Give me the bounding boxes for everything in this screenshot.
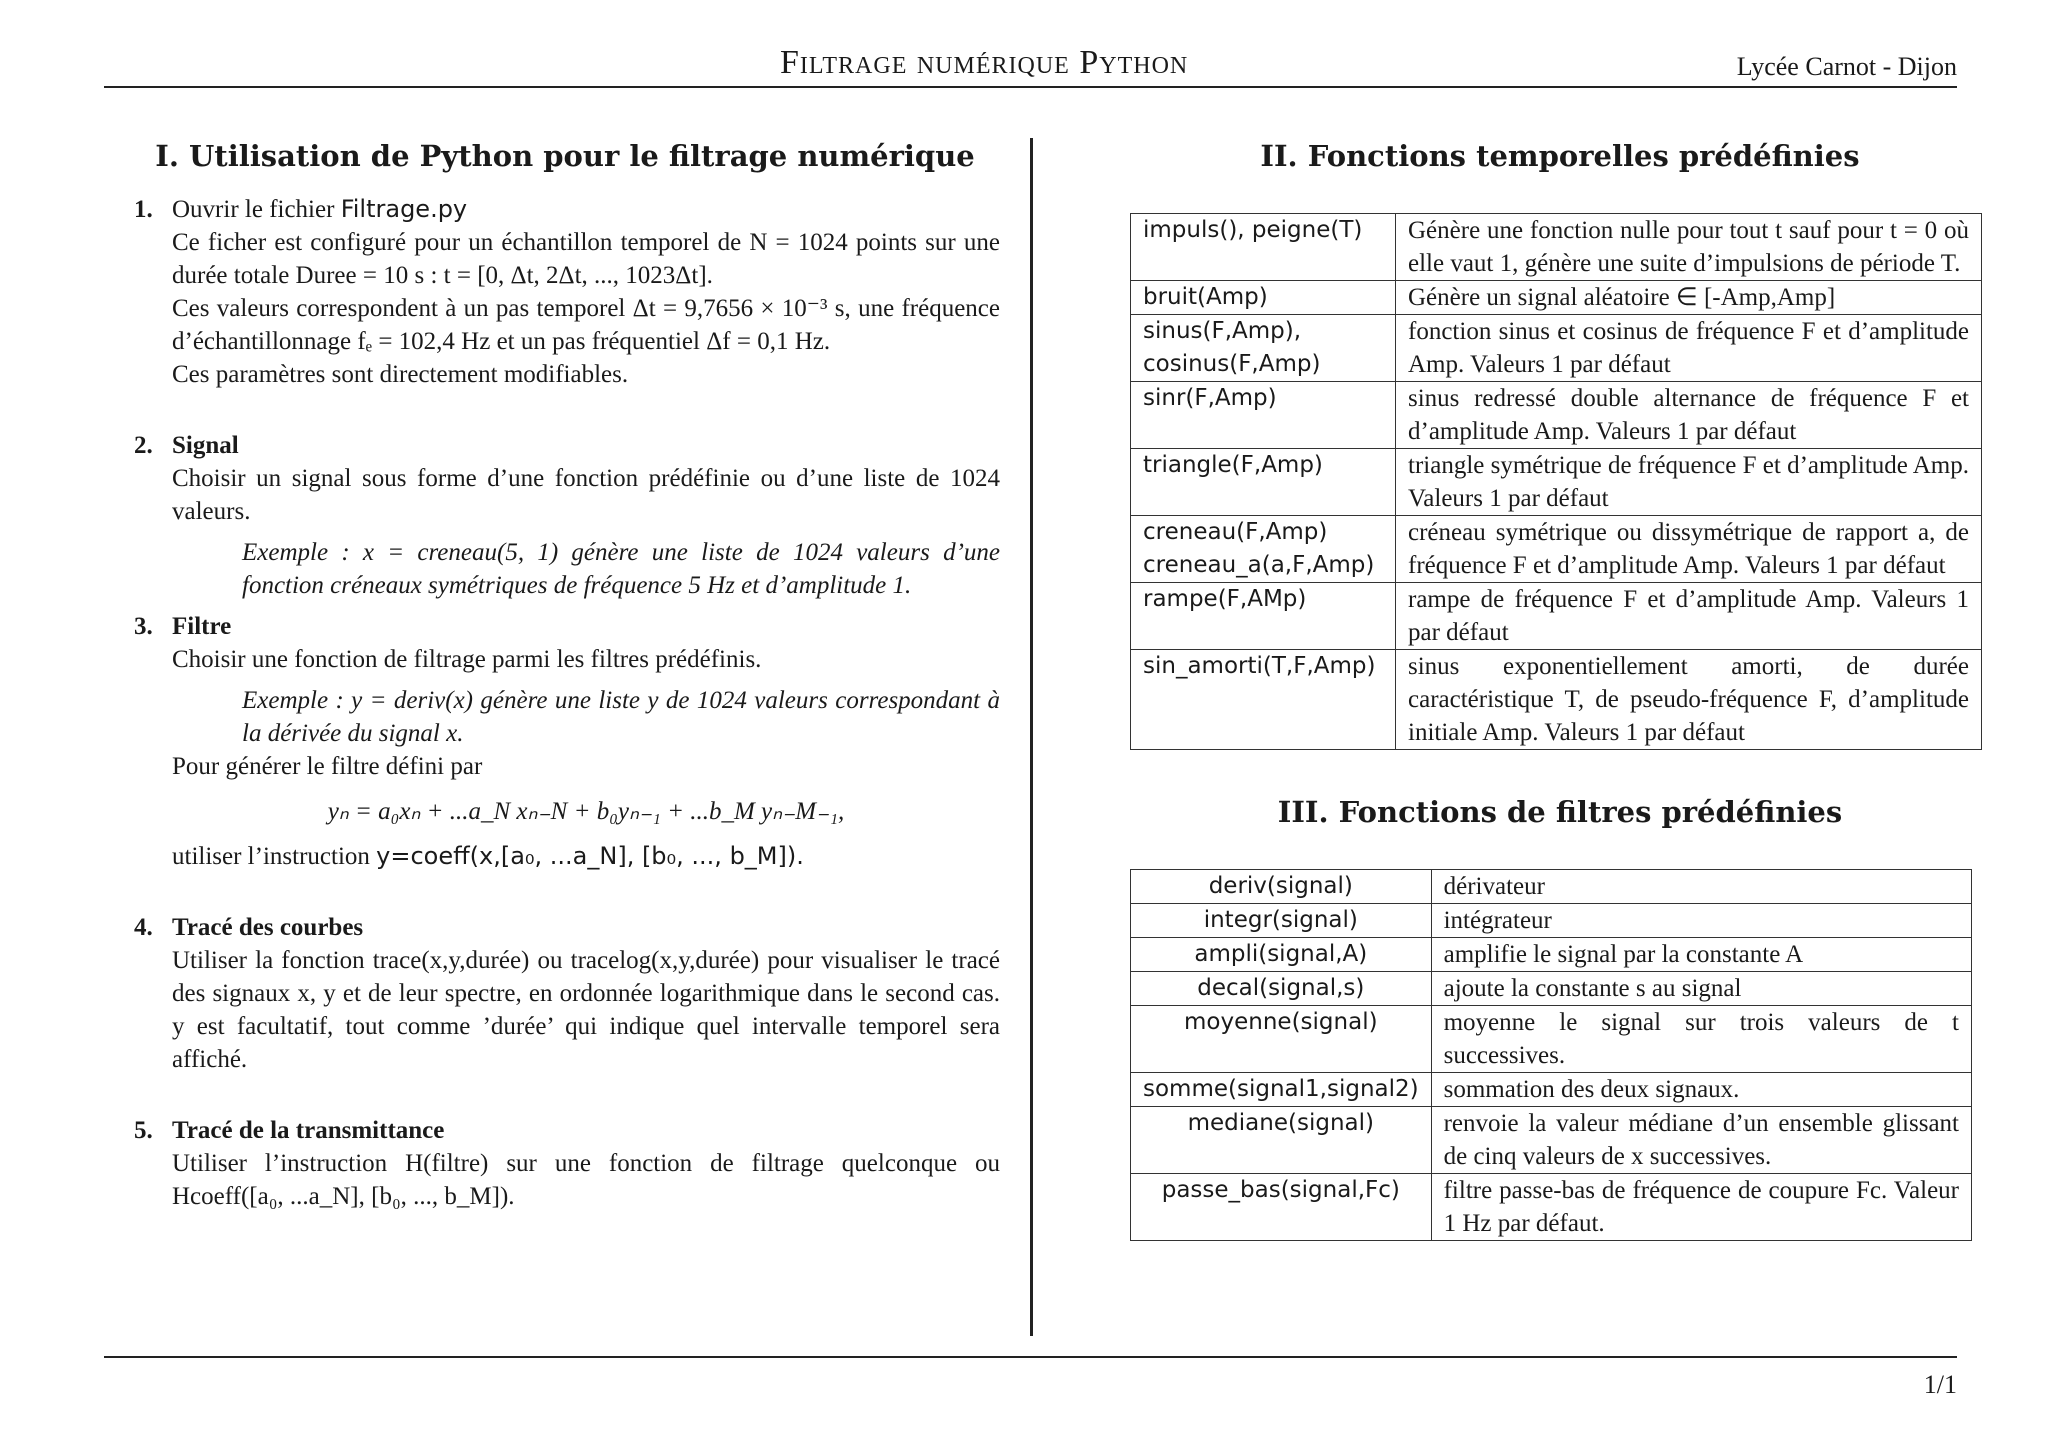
table-row [1131, 315, 1982, 382]
item-4-number: 4. [134, 914, 153, 941]
item-5 [134, 1114, 1000, 1213]
function-description-cell: sinus redressé double alternance de fréquence F et d’amplitude Amp. Valeurs 1 par défaut [1396, 382, 1982, 449]
item-3-p2: Pour générer le filtre défini par [172, 753, 483, 780]
table-row [1131, 1174, 1972, 1241]
function-description-cell: moyenne le signal sur trois valeurs de t successives. [1431, 1006, 1971, 1073]
item-2 [134, 429, 1000, 602]
function-name-cell: bruit(Amp) [1131, 281, 1396, 315]
item-2-number: 2. [134, 432, 153, 459]
table-row [1131, 1073, 1972, 1107]
function-name-cell: sin_amorti(T,F,Amp) [1131, 650, 1396, 750]
function-name-cell: mediane(signal) [1131, 1107, 1432, 1174]
table-row [1131, 281, 1982, 315]
function-name-cell: ampli(signal,A) [1131, 938, 1432, 972]
item-3-equation: yₙ = a₀xₙ + ...a_N xₙ₋N + b₀yₙ₋₁ + ...b_M yₙ₋M₋₁, [327, 798, 845, 825]
function-name-cell: rampe(F,AMp) [1131, 583, 1396, 650]
section-2-title: II. Fonctions temporelles prédéfinies [1260, 139, 1860, 173]
function-name-cell: creneau(F,Amp) creneau_a(a,F,Amp) [1131, 516, 1396, 583]
page-number: 1/1 [1923, 1370, 1957, 1399]
function-description-cell: renvoie la valeur médiane d’un ensemble glissant de cinq valeurs de x successives. [1431, 1107, 1971, 1174]
item-2-example: Exemple : x = creneau(5, 1) génère une liste de 1024 valeurs d’une fonction créneaux symétriques de fréquence 5 Hz et d’amplitude 1. [242, 539, 1000, 599]
function-description-cell: ajoute la constante s au signal [1431, 972, 1971, 1006]
section-3-title: III. Fonctions de filtres prédéfinies [1277, 795, 1843, 829]
item-4 [134, 911, 1000, 1076]
section-1-title: I. Utilisation de Python pour le filtrage numérique [155, 139, 975, 173]
function-name-cell: integr(signal) [1131, 904, 1432, 938]
temporal-functions-table [1130, 213, 1982, 750]
item-3-p1: Choisir une fonction de filtrage parmi les filtres prédéfinis. [172, 646, 762, 673]
right-column [1130, 140, 1990, 1241]
item-3-example: Exemple : y = deriv(x) génère une liste y de 1024 valeurs correspondant à la dérivée du signal x. [242, 687, 1000, 747]
footer-rule [104, 1356, 1957, 1358]
table-row [1131, 870, 1972, 904]
function-description-cell: filtre passe-bas de fréquence de coupure Fc. Valeur 1 Hz par défaut. [1431, 1174, 1971, 1241]
function-description-cell: dérivateur [1431, 870, 1971, 904]
item-1-file: Filtrage.py [340, 195, 468, 223]
function-name-cell: impuls(), peigne(T) [1131, 214, 1396, 281]
function-description-cell: sinus exponentiellement amorti, de durée caractéristique T, de pseudo-fréquence F, d’amplitude initiale Amp. Valeurs 1 par défaut [1396, 650, 1982, 750]
left-column [130, 140, 1000, 1213]
item-5-title: Tracé de la transmittance [172, 1117, 445, 1144]
function-name-cell: deriv(signal) [1131, 870, 1432, 904]
item-1-number: 1. [134, 196, 153, 223]
item-3-p3: utiliser l’instruction [172, 843, 377, 870]
item-3-number: 3. [134, 613, 153, 640]
item-1-p3: Ces paramètres sont directement modifiables. [172, 361, 629, 388]
item-4-p1: Utiliser la fonction trace(x,y,durée) ou tracelog(x,y,durée) pour visualiser le tracé des signaux x, y et de leur spectre, en ordonnée logarithmique dans le second cas. y est facultatif, tout comme ’durée’ qui indique quel intervalle temporel sera affiché. [172, 947, 1000, 1073]
item-4-title: Tracé des courbes [172, 914, 364, 941]
item-3-title: Filtre [172, 613, 232, 640]
item-1-p1: Ce ficher est configuré pour un échantillon temporel de N = 1024 points sur une durée totale Duree = 10 s : t = [0, Δt, 2Δt, ..., 1023Δt]. [172, 229, 1000, 289]
table-row [1131, 938, 1972, 972]
item-5-p1: Utiliser l’instruction H(filtre) sur une fonction de filtrage quelconque ou Hcoeff([a₀, ...a_N], [b₀, ..., b_M]). [172, 1150, 1000, 1210]
table-row [1131, 1006, 1972, 1073]
item-3 [134, 610, 1000, 873]
column-divider [1030, 138, 1033, 1336]
item-3-code: y=coeff(x,[a₀, ...a_N], [b₀, ..., b_M]). [376, 842, 804, 870]
function-name-cell: passe_bas(signal,Fc) [1131, 1174, 1432, 1241]
function-description-cell: amplifie le signal par la constante A [1431, 938, 1971, 972]
function-description-cell: Génère une fonction nulle pour tout t sauf pour t = 0 où elle vaut 1, génère une suite d’impulsions de période T. [1396, 214, 1982, 281]
function-name-cell: sinus(F,Amp), cosinus(F,Amp) [1131, 315, 1396, 382]
function-name-cell: moyenne(signal) [1131, 1006, 1432, 1073]
table-row [1131, 650, 1982, 750]
item-2-p1: Choisir un signal sous forme d’une fonction prédéfinie ou d’une liste de 1024 valeurs. [172, 465, 1000, 525]
item-1 [134, 193, 1000, 391]
function-name-cell: somme(signal1,signal2) [1131, 1073, 1432, 1107]
item-1-p2: Ces valeurs correspondent à un pas temporel Δt = 9,7656 × 10⁻³ s, une fréquence d’échantillonnage fₑ = 102,4 Hz et un pas fréquentiel Δf = 0,1 Hz. [172, 295, 1000, 355]
table-row [1131, 214, 1982, 281]
function-description-cell: intégrateur [1431, 904, 1971, 938]
table-row [1131, 904, 1972, 938]
function-description-cell: Génère un signal aléatoire ∈ [-Amp,Amp] [1396, 281, 1982, 315]
function-name-cell: sinr(F,Amp) [1131, 382, 1396, 449]
function-description-cell: créneau symétrique ou dissymétrique de rapport a, de fréquence F et d’amplitude Amp. Valeurs 1 par défaut [1396, 516, 1982, 583]
table-row [1131, 972, 1972, 1006]
page-header-title: Filtrage numérique Python [780, 44, 1189, 81]
function-description-cell: sommation des deux signaux. [1431, 1073, 1971, 1107]
function-description-cell: rampe de fréquence F et d’amplitude Amp. Valeurs 1 par défaut [1396, 583, 1982, 650]
header-rule [104, 86, 1957, 88]
table-row [1131, 1107, 1972, 1174]
filter-functions-table [1130, 869, 1972, 1241]
table-row [1131, 516, 1982, 583]
item-2-title: Signal [172, 432, 239, 459]
table-row [1131, 583, 1982, 650]
function-name-cell: triangle(F,Amp) [1131, 449, 1396, 516]
function-description-cell: triangle symétrique de fréquence F et d’amplitude Amp. Valeurs 1 par défaut [1396, 449, 1982, 516]
function-name-cell: decal(signal,s) [1131, 972, 1432, 1006]
table-row [1131, 382, 1982, 449]
page-header-school: Lycée Carnot - Dijon [1736, 52, 1957, 81]
function-description-cell: fonction sinus et cosinus de fréquence F et d’amplitude Amp. Valeurs 1 par défaut [1396, 315, 1982, 382]
table-row [1131, 449, 1982, 516]
item-1-title: Ouvrir le fichier [172, 196, 341, 223]
item-5-number: 5. [134, 1117, 153, 1144]
